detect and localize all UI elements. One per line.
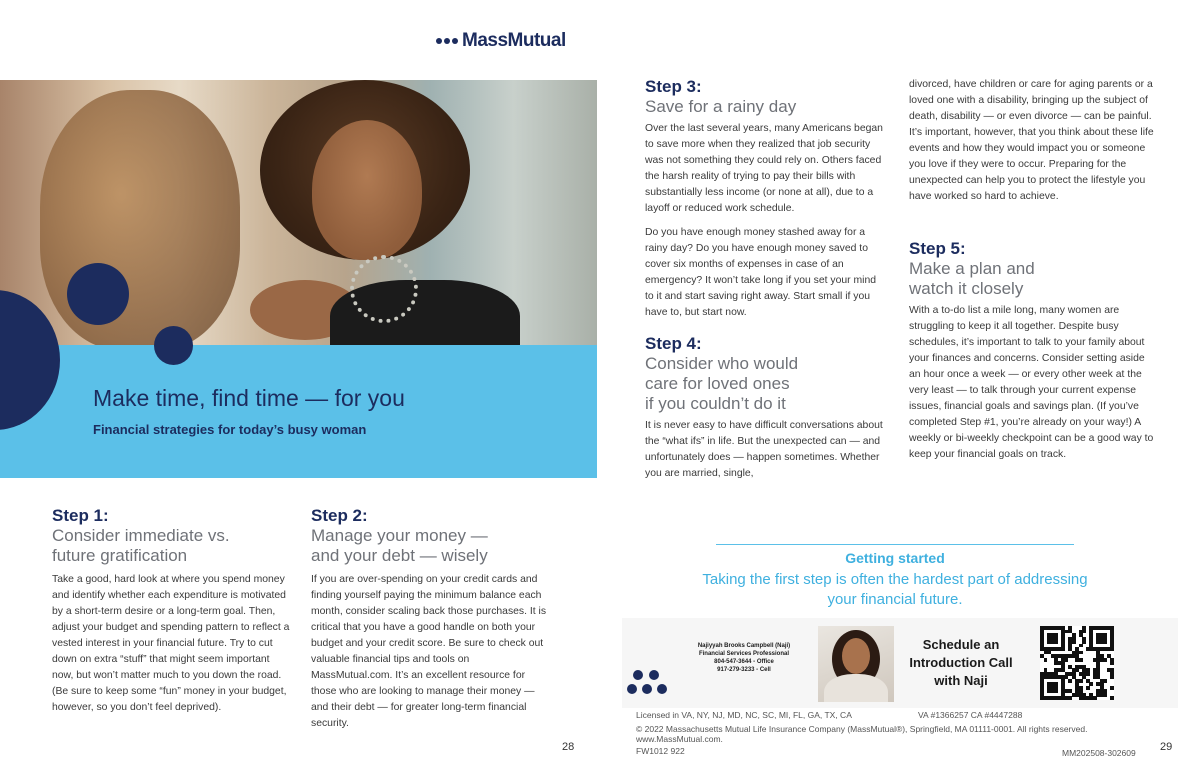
step-body: If you are over-spending on your credit cards and finding yourself paying the minimum balance each month, consider scaling back those purchases. It is critical that you have a good handle on both your budget and your credit score. Be sure to check out valuable financial tips and tools on MassMutual.com. It’s an excellent resource for those who are looking to manage their money — and their debt — for greater long-term financial security.: [311, 574, 547, 729]
step-1-section: [52, 506, 292, 716]
step-heading: Step 2:: [311, 506, 368, 525]
step-body: Take a good, hard look at where you spend money and identify whether each expenditure is motivated by a short-term desire or a long-term goal. Then, adjust your budget and spending pattern to reflect a vested interest in your financial future. Try to cut down on extra “stuff” that might seem important now, but won’t matter much to you down the road. (Be sure to keep some “fun” money in your budget, however, so you don’t feel deprived).: [52, 574, 290, 713]
step-2-section: [311, 506, 551, 732]
page-number-left: 28: [562, 741, 575, 753]
decorative-circle-medium: [67, 263, 129, 325]
step-heading: Step 5:: [909, 239, 966, 258]
page-title: Make time, find time — for you: [93, 385, 405, 411]
step-title-line: Make a plan and: [909, 259, 1035, 278]
page-subtitle: Financial strategies for today’s busy woman: [93, 422, 367, 437]
step-4-section: [645, 334, 885, 482]
license-numbers: VA #1366257 CA #4447288: [918, 710, 1023, 720]
step-3-section: [645, 77, 885, 321]
step-body: Do you have enough money stashed away for a rainy day? Do you have enough money saved to cover six months of expenses in case of an emergency? It won’t take long if you set your mind to it and start saving right away. Start small if you have to, but start now.: [645, 227, 877, 318]
cta-line: with Naji: [934, 673, 988, 688]
licensed-states: Licensed in VA, NY, NJ, MD, NC, SC, MI, FL, GA, TX, CA: [636, 710, 852, 720]
agent-office-phone[interactable]: 804-547-3644 - Office: [714, 659, 774, 665]
step-5-section: [909, 239, 1154, 463]
logo-dots-icon: [436, 38, 458, 44]
step-title-line: watch it closely: [909, 279, 1024, 298]
step-4-continued: divorced, have children or care for aging parents or a loved one with a disability, bringing up the subject of death, disability — or even divorce — can be painful. It’s important, however, that you think about these life events and how they would impact you or someone you love if they were to occur. Preparing for the unexpected can help you to protect the lifestyle you have worked so hard to achieve.: [909, 79, 1154, 202]
qr-code-icon[interactable]: [1040, 626, 1114, 700]
step-body: It is never easy to have difficult conversations about the “what ifs” in life. But the unexpected can — and unfortunately does — happen sometimes. Whether you are married, single,: [645, 420, 883, 479]
step-title-line: future gratification: [52, 546, 188, 565]
schedule-call-cta[interactable]: [902, 636, 1020, 690]
page-number-right: 29: [1160, 741, 1173, 753]
form-code: FW1012 922: [636, 746, 685, 756]
mm-code: MM202508-302609: [1062, 748, 1136, 758]
agent-name: Najiyyah Brooks Campbell (Naji): [697, 643, 791, 649]
cta-line: Introduction Call: [909, 655, 1013, 670]
getting-started-title: Getting started: [845, 550, 945, 566]
step-body: Over the last several years, many Americans began to save more when they realized that job security was not something they could rely on. Others faced the harsh reality of trying to pay their bills with substantially less income (or none at all), due to a layoff or reduced work schedule.: [645, 123, 883, 214]
decorative-circle-small: [154, 326, 193, 365]
step-body: With a to-do list a mile long, many women are struggling to keep it all together. Despite busy schedules, it’s important to talk to your family about your finances and concerns. Consider setting aside an hour once a week — or every other week at the very least — to talk through your current expense issues, financial goals and savings plan. (If you’ve completed Step #1, you’re already on your way!) A weekly or bi-weekly checkpoint can be a good way to keep your financial goals on track.: [909, 305, 1154, 460]
step-heading: Step 3:: [645, 77, 702, 96]
getting-started-subtitle: Taking the first step is often the hardest part of addressing your financial future.: [702, 571, 1088, 608]
massmutual-logo: [436, 30, 566, 52]
copyright: © 2022 Massachusetts Mutual Life Insurance Company (MassMutual®), Springfield, MA 01111-0001. All rights reserved. www.MassMutual.com.: [636, 724, 1088, 744]
agent-info: [684, 642, 804, 674]
step-title-line: care for loved ones: [645, 374, 790, 393]
divider: [716, 544, 1074, 545]
agent-cell-phone[interactable]: 917-279-3233 - Cell: [717, 667, 771, 673]
step-title-line: Save for a rainy day: [645, 97, 797, 116]
step-title-line: Manage your money —: [311, 526, 488, 545]
step-heading: Step 4:: [645, 334, 702, 353]
step-title-line: and your debt — wisely: [311, 546, 488, 565]
step-title-line: if you couldn’t do it: [645, 394, 786, 413]
step-heading: Step 1:: [52, 506, 109, 525]
cta-line: Schedule an: [922, 637, 1000, 652]
step-title-line: Consider immediate vs.: [52, 526, 230, 545]
agent-role: Financial Services Professional: [698, 651, 790, 657]
agent-photo: [818, 626, 894, 702]
logo-text: MassMutual: [462, 30, 566, 51]
step-title-line: Consider who would: [645, 354, 799, 373]
massmutual-dots-icon: [627, 670, 671, 696]
